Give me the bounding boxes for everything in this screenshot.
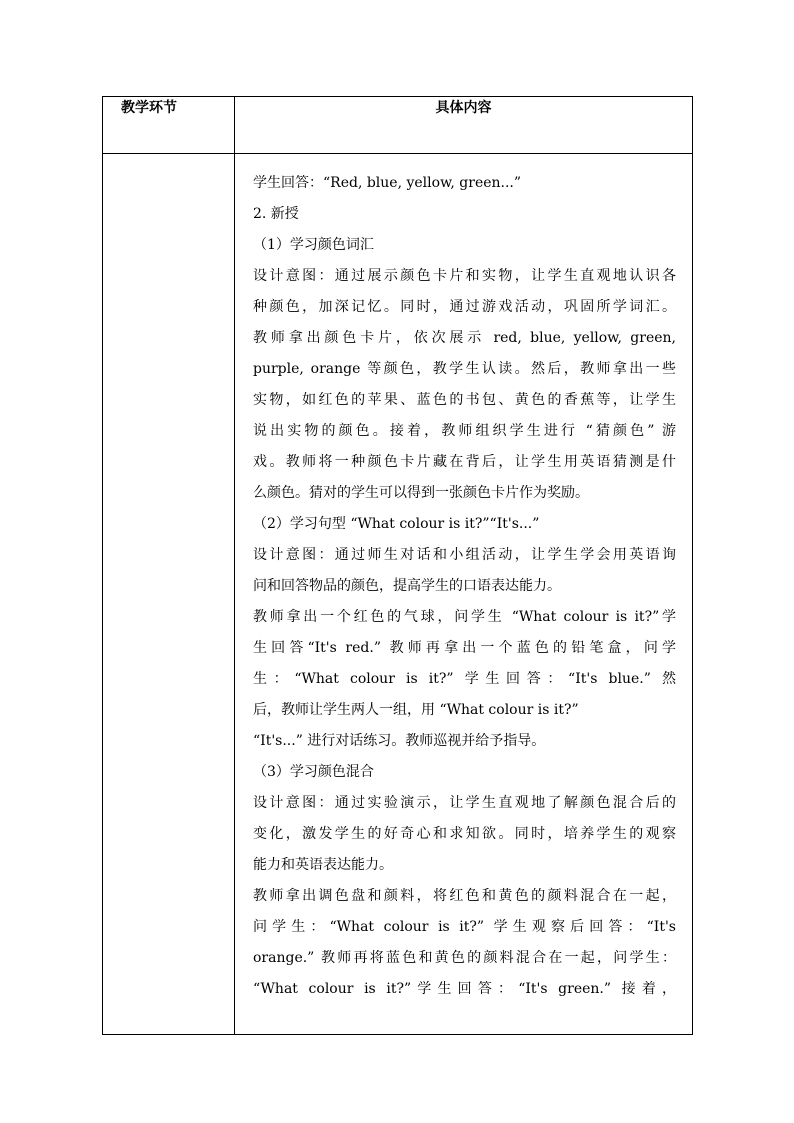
content-line: 说出实物的颜色。接着，教师组织学生进行 “猜颜色” 游: [253, 423, 676, 439]
content-line: 生：“What colour is it?” 学生回答：“It's blue.” 然: [253, 671, 676, 687]
content-line: 问学生：“What colour is it?” 学生观察后回答：“It's: [253, 919, 676, 935]
subsection-heading: （3）学习颜色混合: [253, 764, 374, 780]
content-line: “What colour is it?”学生回答：“It's green.” 接着，: [253, 981, 676, 997]
teaching-stage-cell: [103, 154, 235, 1035]
content-line: 么颜色。猜对的学生可以得到一张颜色卡片作为奖励。: [253, 485, 589, 501]
content-line: 教师拿出调色盘和颜料，将红色和黄色的颜料混合在一起，: [253, 888, 676, 904]
content-line: 变化，激发学生的好奇心和求知欲。同时，培养学生的观察: [253, 826, 676, 842]
content-line: 后，教师让学生两人一组，用 “What colour is it?”: [253, 702, 579, 718]
lesson-plan-table: [102, 96, 693, 1035]
table-body-row: [103, 154, 693, 1035]
content-line: 戏。教师将一种颜色卡片藏在背后，让学生用英语猜测是什: [253, 454, 676, 470]
content-line: 教师拿出颜色卡片，依次展示 red, blue, yellow, green,: [253, 330, 676, 346]
content-line: orange.” 教师再将蓝色和黄色的颜料混合在一起，问学生：: [253, 950, 676, 966]
content-line: 种颜色，加深记忆。同时，通过游戏活动，巩固所学词汇。: [253, 299, 676, 315]
content-line: “It's...” 进行对话练习。教师巡视并给予指导。: [253, 733, 546, 749]
subsection-heading: （2）学习句型 “What colour is it?”“It's...”: [253, 516, 540, 532]
table-header-row: [103, 97, 693, 154]
content-line: 设计意图：通过实验演示，让学生直观地了解颜色混合后的: [253, 795, 676, 811]
content-cell: [235, 154, 693, 1035]
content-line: purple, orange 等颜色，教学生认读。然后，教师拿出一些: [253, 361, 676, 377]
content-line: 教师拿出一个红色的气球，问学生 “What colour is it?”学: [253, 609, 676, 625]
content-line: 设计意图：通过展示颜色卡片和实物，让学生直观地认识各: [253, 268, 676, 284]
header-specific-content: 具体内容: [235, 97, 693, 154]
subsection-heading: （1）学习颜色词汇: [253, 237, 374, 253]
content-line: 设计意图：通过师生对话和小组活动，让学生学会用英语询: [253, 547, 676, 563]
content-line: 实物，如红色的苹果、蓝色的书包、黄色的香蕉等，让学生: [253, 392, 676, 408]
section-heading: 2. 新授: [253, 206, 299, 222]
content-line: 问和回答物品的颜色，提高学生的口语表达能力。: [253, 578, 561, 594]
content-line: 学生回答：“Red, blue, yellow, green...”: [253, 175, 522, 191]
content-line: 生回答“It's red.” 教师再拿出一个蓝色的铅笔盒，问学: [253, 640, 676, 656]
content-line: 能力和英语表达能力。: [253, 857, 393, 873]
header-teaching-stage: 教学环节: [103, 97, 235, 154]
